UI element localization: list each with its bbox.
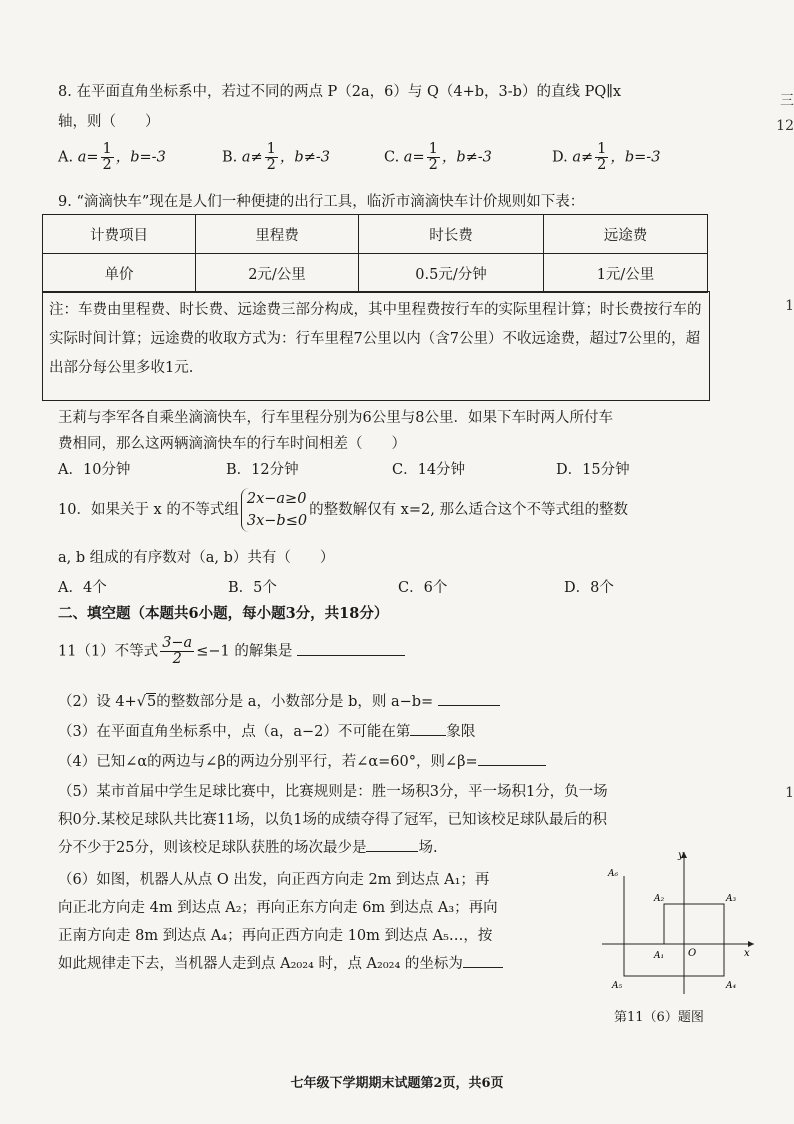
q9-line2: 费相同，那么这两辆滴滴快车的行车时间相差（ ） [58,436,406,452]
x-label: x [744,948,750,959]
q11-part2: （2）设 4+√5的整数部分是 a，小数部分是 b，则 a−b= [58,690,500,711]
edge-fragment-1: 三 [780,93,794,109]
point-a6-label: A₆ [608,869,619,879]
q11-part4: （4）已知∠α的两边与∠β的两边分别平行，若∠α=60°，则∠β= [58,750,546,771]
q11-part6-line1: （6）如图，机器人从点 O 出发，向正西方向走 2m 到达点 A₁；再 [58,872,490,888]
y-label: y [678,850,684,861]
table-header-cell: 远途费 [544,215,708,254]
fee-table [42,214,708,293]
answer-blank[interactable] [463,953,503,968]
q11-part5-line3: 分不少于25分，则该校足球队获胜的场次最少是 场. [58,836,438,857]
q8-option-b: B. a≠ $\frac{1}{2}$ ，b≠-3 [222,141,330,174]
q8-line1: 8. 在平面直角坐标系中，若过不同的两点 P（2a，6）与 Q（4+b，3-b）的直线 PQ∥x [58,84,622,100]
fee-note: 注：车费由里程费、时长费、远途费三部分构成，其中里程费按行车的实际里程计算；时长费按行车的实际时间计算；远途费的收取方式为：行车里程7公里以内（含7公里）不收远途费，超过7公里的，超出部分每公里多收1元. [42,291,710,401]
q9-intro: 9. “滴滴快车”现在是人们一种便捷的出行工具，临沂市滴滴快车计价规则如下表： [58,194,585,210]
edge-fragment-4: 1 [785,785,794,801]
inequality-system: 2x−a≥0 3x−b≤0 [241,488,307,532]
edge-fragment-3: 1 [785,298,794,314]
q11-part5-line1: （5）某市首届中学生足球比赛中，比赛规则是：胜一场积3分，平一场积1分，负一场 [58,784,608,800]
answer-blank[interactable] [366,837,418,852]
q8-option-d: D. a≠ $\frac{1}{2}$ ，b=-3 [552,141,661,174]
origin-label: O [688,948,697,959]
q8-option-c: C. a= $\frac{1}{2}$ ，b≠-3 [384,141,492,174]
q8-option-a: A. a= $\frac{1}{2}$ ，b=-3 [58,141,166,174]
answer-blank[interactable] [410,721,446,736]
robot-path-figure [598,848,758,996]
q10-line1: 10．如果关于 x 的不等式组 2x−a≥0 3x−b≤0 的整数解仅有 x=2, 那么适合这个不等式组的整数 [58,488,628,532]
q9-option-b: B．12分钟 [226,462,299,478]
q11-part6-line4: 如此规律走下去，当机器人走到点 A₂₀₂₄ 时，点 A₂₀₂₄ 的坐标为 [58,952,503,973]
q10-option-b: B．5个 [228,580,277,596]
q9-option-d: D．15分钟 [556,462,630,478]
page-footer: 七年级下学期期末试题第2页，共6页 [290,1076,504,1091]
q11-part5-line2: 积0分.某校足球队共比赛11场，以负1场的成绩夺得了冠军，已知该校足球队最后的积 [58,812,608,828]
q11-part6-line2: 向正北方向走 4m 到达点 A₂；再向正东方向走 6m 到达点 A₃；再向 [58,900,498,916]
answer-blank[interactable] [478,751,546,766]
figure-caption: 第11（6）题图 [614,1010,704,1025]
section-title: 二、填空题（本题共6小题，每小题3分，共18分） [58,605,389,622]
table-header-row [43,215,708,254]
point-a2-label: A₂ [654,894,665,904]
point-a3-label: A₃ [726,894,737,904]
q10-option-c: C．6个 [398,580,448,596]
table-cell: 单价 [43,254,196,293]
q8-line2: 轴，则（ ） [58,114,160,130]
q10-option-d: D．8个 [564,580,614,596]
point-a1-label: A₁ [654,951,665,961]
q9-option-c: C．14分钟 [392,462,466,478]
point-a4-label: A₄ [726,981,737,991]
answer-blank[interactable] [297,641,405,656]
q11-part1: 11（1）不等式 $\frac{3-a}{2}$ ≤−1 的解集是 [58,636,405,667]
q11-part3: （3）在平面直角坐标系中，点（a，a−2）不可能在第 象限 [58,720,475,741]
x-axis-arrow-icon [748,941,754,947]
q9-option-a: A．10分钟 [58,462,131,478]
table-header-cell: 里程费 [196,215,359,254]
q11-part6-line3: 正南方向走 8m 到达点 A₄；再向正西方向走 10m 到达点 A₅…，按 [58,928,493,944]
point-a5-label: A₅ [612,981,623,991]
table-header-cell: 计费项目 [43,215,196,254]
table-cell: 0.5元/分钟 [359,254,544,293]
answer-blank[interactable] [438,691,500,706]
table-cell: 2元/公里 [196,254,359,293]
edge-fragment-2: 12 [776,118,794,134]
table-row [43,254,708,293]
table-header-cell: 时长费 [359,215,544,254]
table-cell: 1元/公里 [544,254,708,293]
q10-option-a: A．4个 [58,580,107,596]
robot-path [624,876,724,976]
q9-line1: 王莉与李军各自乘坐滴滴快车，行车里程分别为6公里与8公里．如果下车时两人所付车 [58,410,613,426]
q10-line2: a, b 组成的有序数对（a, b）共有（ ） [58,550,335,566]
